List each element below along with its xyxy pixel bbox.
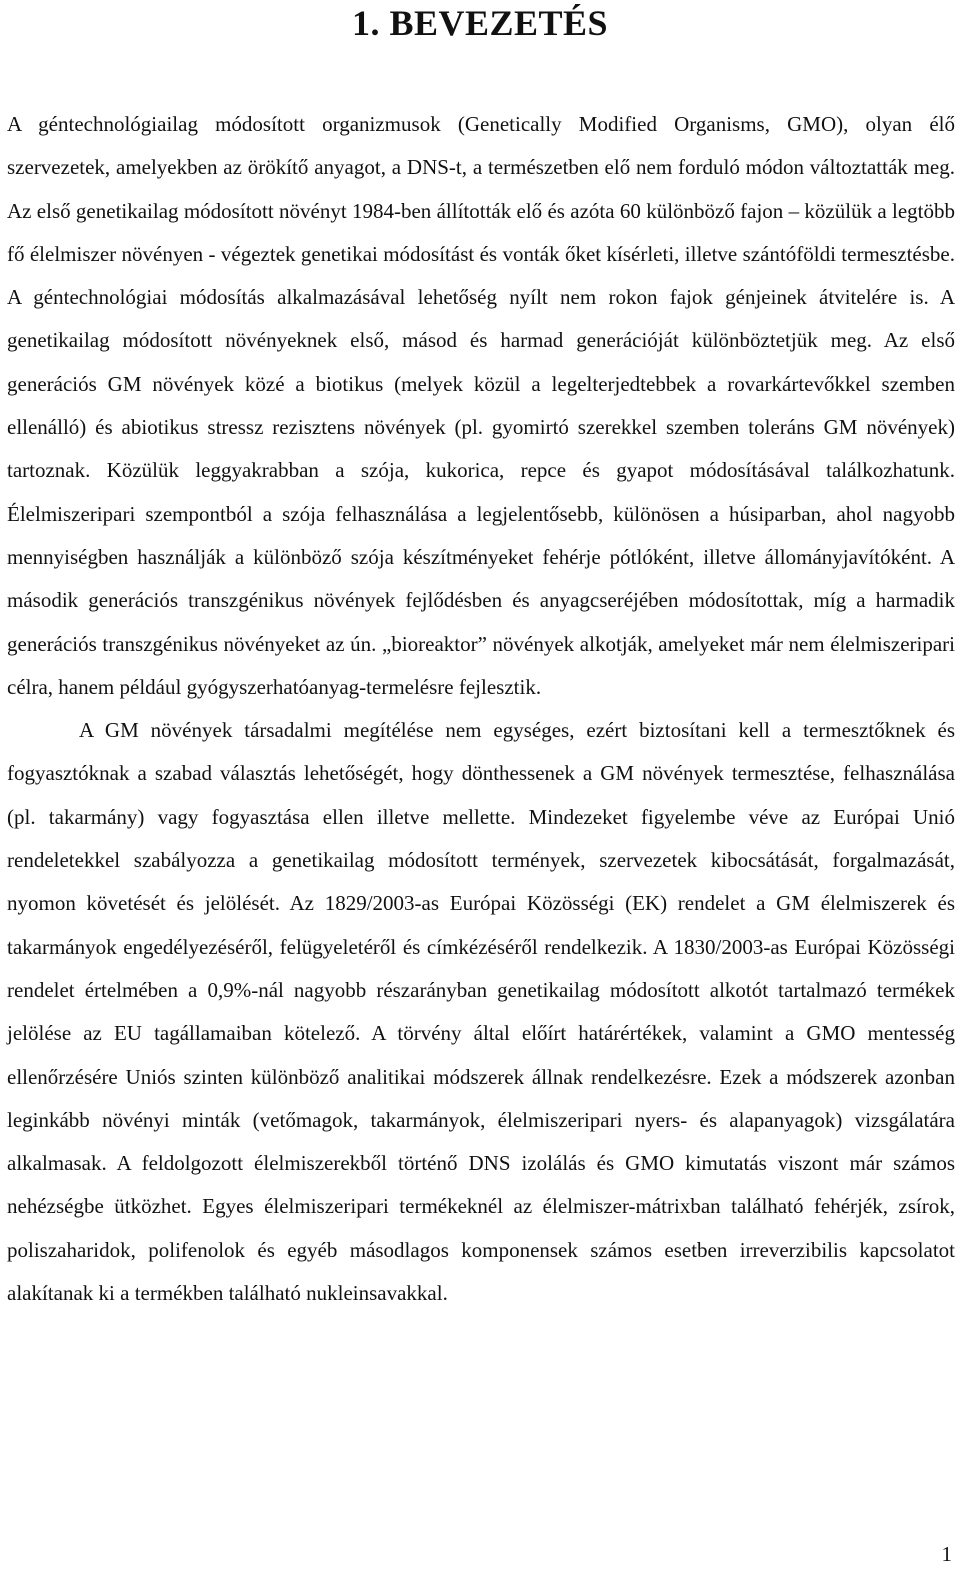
paragraph-1: A géntechnológiailag módosított organizmusok (Genetically Modified Organisms, GMO), olyan élő szervezetek, amelyekben az örökítő anyagot, a DNS-t, a természetben elő nem forduló módon változtatták meg. Az első genetikailag módosított növényt 1984-ben állították elő és azóta 60 különböző fajon – közülük a legtöbb fő élelmiszer növényen - végeztek genetikai módosítást és vonták őket kísérleti, illetve szántóföldi termesztésbe. A géntechnológiai módosítás alkalmazásával lehetőség nyílt nem rokon fajok génjeinek átvitelére is. A genetikailag módosított növényeknek első, másod és harmad generációját különböztetjük meg. Az első generációs GM növények közé a biotikus (melyek közül a legelterjedtebbek a rovarkártevőkkel szemben ellenálló) és abiotikus stressz rezisztens növények (pl. gyomirtó szerekkel szemben toleráns GM növények) tartoznak. Közülük leggyakrabban a szója, kukorica, repce és gyapot módosításával találkozhatunk. Élelmiszeripari szempontból a szója felhasználása a legjelentősebb, különösen a húsiparban, ahol nagyobb mennyiségben használják a különböző szója készítményeket fehérje pótlóként, illetve állományjavítóként. A második generációs transzgénikus növények fejlődésben és anyagcseréjében módosítottak, míg a harmadik generációs transzgénikus növényeket az ún. „bioreaktor” növények alkotják, amelyeket már nem élelmiszeripari célra, hanem például gyógyszerhatóanyag-termelésre fejlesztik. — [7, 112, 955, 699]
page-title: 1. BEVEZETÉS — [351, 3, 609, 43]
body-text — [7, 103, 955, 1315]
paragraph-2: A GM növények társadalmi megítélése nem egységes, ezért biztosítani kell a termesztőknek és fogyasztóknak a szabad választás lehetőségét, hogy dönthessenek a GM növények termesztése, felhasználása (pl. takarmány) vagy fogyasztása ellen illetve mellette. Mindezeket figyelembe véve az Európai Unió rendeletekkel szabályozza a genetikailag módosított termények, szervezetek kibocsátását, forgalmazását, nyomon követését és jelölését. Az 1829/2003-as Európai Közösségi (EK) rendelet a GM élelmiszerek és takarmányok engedélyezéséről, felügyeletéről és címkézéséről rendelkezik. A 1830/2003-as Európai Közösségi rendelet értelmében a 0,9%-nál nagyobb részarányban genetikailag módosított alkotót tartalmazó termékek jelölése az EU tagállamaiban kötelező. A törvény által előírt határértékek, valamint a GMO mentesség ellenőrzésére Uniós szinten különböző analitikai módszerek állnak rendelkezésre. Ezek a módszerek azonban leginkább növényi minták (vetőmagok, takarmányok, élelmiszeripari nyers- és alapanyagok) vizsgálatára alkalmasak. A feldolgozott élelmiszerekből történő DNS izolálás és GMO kimutatás viszont már számos nehézségbe ütközhet. Egyes élelmiszeripari termékeknél az élelmiszer-mátrixban található fehérjék, zsírok, poliszaharidok, polifenolok és egyéb másodlagos komponensek számos esetben irreverzibilis kapcsolatot alakítanak ki a termékben található nukleinsavakkal. — [7, 718, 955, 1306]
page-number: 1 — [941, 1542, 952, 1566]
